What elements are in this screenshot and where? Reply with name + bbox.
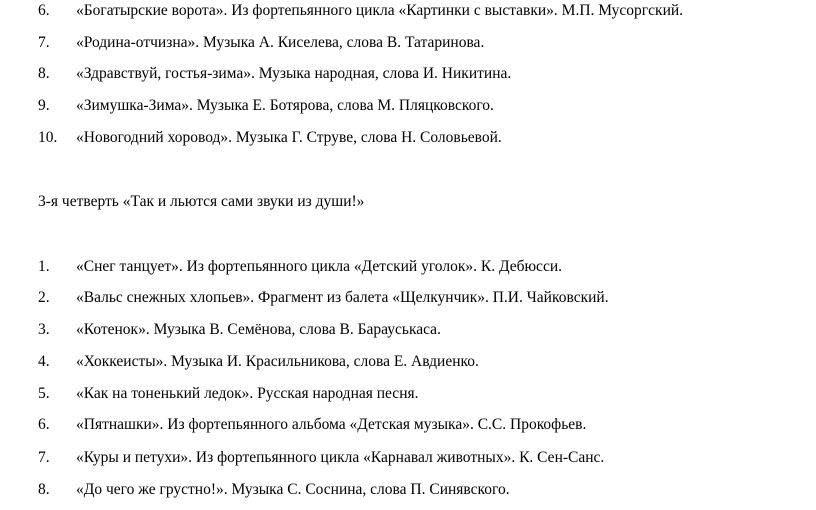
- list-item-text: «Здравствуй, гостья-зима». Музыка народная, слова И. Никитина.: [76, 65, 512, 82]
- list-item-text: «Зимушка-Зима». Музыка Е. Ботярова, слова М. Пляцковского.: [76, 97, 494, 114]
- list-item-number: 6.: [38, 2, 50, 19]
- list-item-number: 7.: [38, 449, 50, 466]
- list-item-number: 4.: [38, 353, 50, 370]
- list-item-number: 7.: [38, 34, 50, 51]
- list-item-text: «Котенок». Музыка В. Семёнова, слова В. Барауськаса.: [76, 321, 441, 338]
- list-item-number: 5.: [38, 385, 50, 402]
- list-item-number: 6.: [38, 416, 50, 433]
- list-item-text: «Вальс снежных хлопьев». Фрагмент из балета «Щелкунчик». П.И. Чайковский.: [76, 289, 609, 306]
- list-item-text: «Куры и петухи». Из фортепьянного цикла «Карнавал животных». К. Сен-Санс.: [76, 449, 605, 466]
- list-item-text: «Родина-отчизна». Музыка А. Киселева, слова В. Татаринова.: [76, 34, 485, 51]
- list-item-number: 10.: [38, 129, 58, 146]
- list-item-text: «Снег танцует». Из фортепьянного цикла «Детский уголок». К. Дебюсси.: [76, 258, 562, 275]
- list-item-text: «Новогодний хоровод». Музыка Г. Струве, слова Н. Соловьевой.: [76, 129, 502, 146]
- list-item-number: 3.: [38, 321, 50, 338]
- list-item-text: «Пятнашки». Из фортепьянного альбома «Детская музыка». С.С. Прокофьев.: [76, 416, 587, 433]
- list-item-number: 2.: [38, 289, 50, 306]
- list-item-number: 8.: [38, 65, 50, 82]
- list-item-number: 1.: [38, 258, 50, 275]
- list-item-text: «До чего же грустно!». Музыка С. Соснина, слова П. Синявского.: [76, 481, 510, 498]
- list-item-text: «Хоккеисты». Музыка И. Красильникова, слова Е. Авдиенко.: [76, 353, 479, 370]
- list-item-number: 8.: [38, 481, 50, 498]
- list-item-text: «Богатырские ворота». Из фортепьянного цикла «Картинки с выставки». М.П. Мусоргский.: [76, 2, 684, 19]
- list-item-number: 9.: [38, 97, 50, 114]
- list-item-text: «Как на тоненький ледок». Русская народная песня.: [76, 385, 419, 402]
- section-heading: 3-я четверть «Так и льются сами звуки из души!»: [38, 193, 365, 210]
